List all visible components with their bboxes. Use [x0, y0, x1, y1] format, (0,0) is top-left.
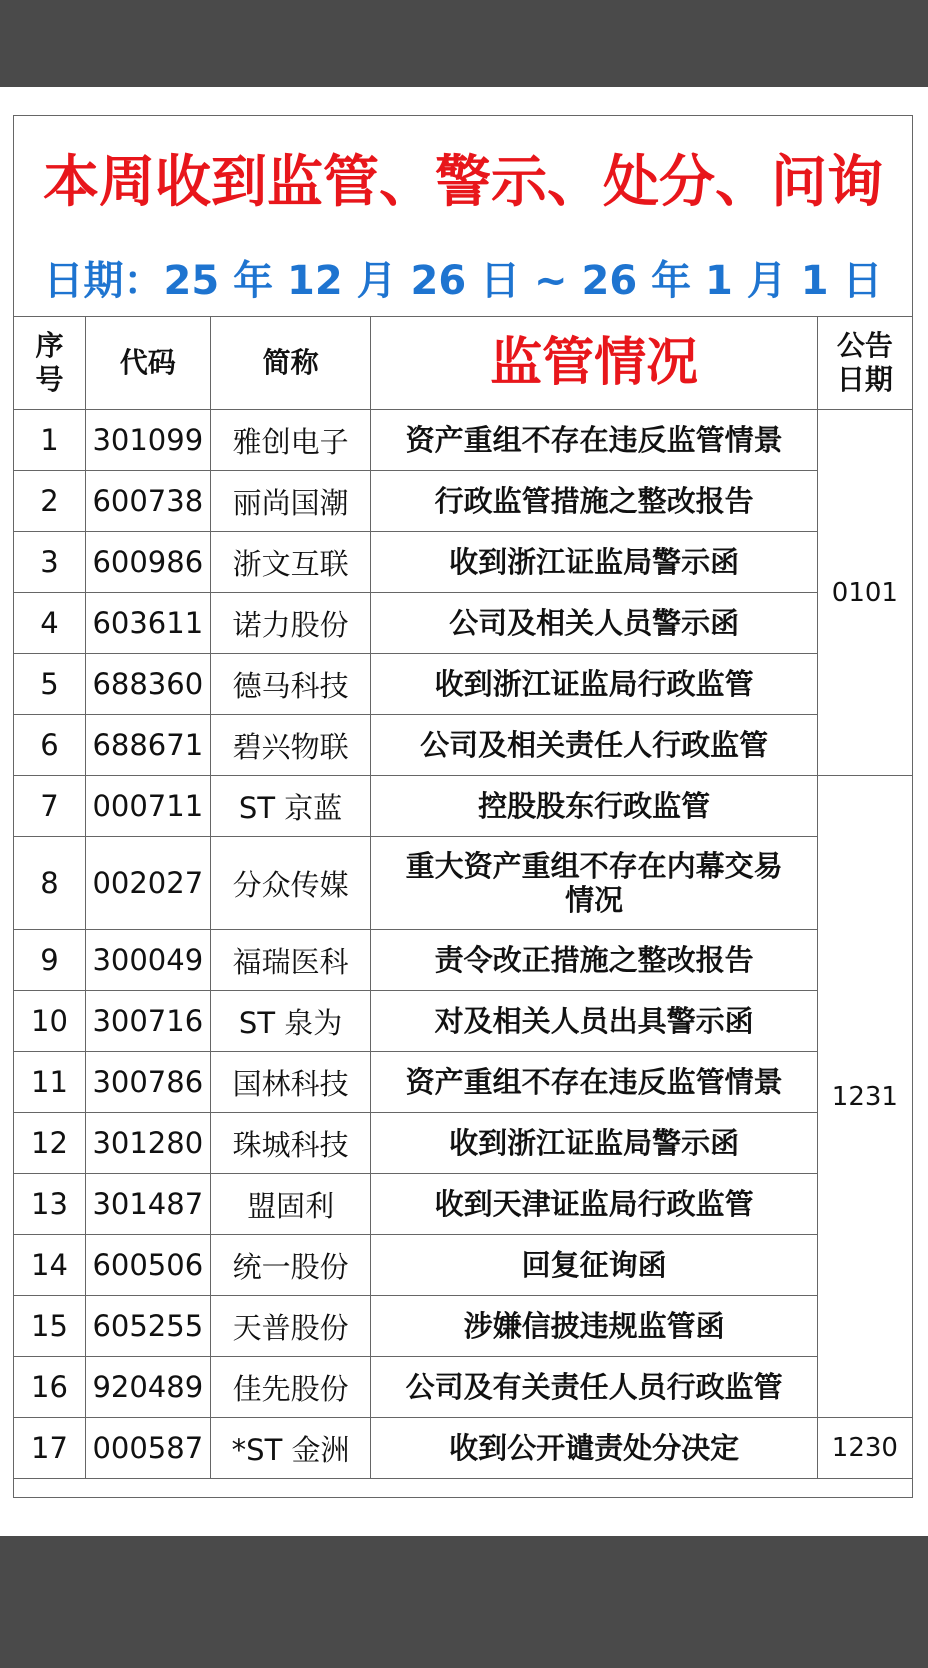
row-seq: 15 — [14, 1296, 86, 1357]
row-seq: 16 — [14, 1357, 86, 1418]
table-row — [14, 991, 913, 1052]
row-desc: 公司及相关人员警示函 — [371, 593, 817, 654]
row-desc: 涉嫌信披违规监管函 — [371, 1296, 817, 1357]
table-row — [14, 837, 913, 930]
table-row — [14, 1418, 913, 1479]
row-desc: 责令改正措施之整改报告 — [371, 930, 817, 991]
row-date: 0101 — [817, 410, 912, 776]
row-seq: 12 — [14, 1113, 86, 1174]
row-name: 国林科技 — [210, 1052, 371, 1113]
row-code: 600986 — [85, 532, 210, 593]
row-seq: 14 — [14, 1235, 86, 1296]
row-code: 600506 — [85, 1235, 210, 1296]
table-row — [14, 654, 913, 715]
row-code: 301487 — [85, 1174, 210, 1235]
row-desc: 资产重组不存在违反监管情景 — [371, 410, 817, 471]
row-seq: 4 — [14, 593, 86, 654]
row-code: 000711 — [85, 776, 210, 837]
row-desc: 行政监管措施之整改报告 — [371, 471, 817, 532]
row-code: 300049 — [85, 930, 210, 991]
row-desc: 收到浙江证监局行政监管 — [371, 654, 817, 715]
table-row — [14, 1174, 913, 1235]
row-name: ST 泉为 — [210, 991, 371, 1052]
row-desc: 公司及相关责任人行政监管 — [371, 715, 817, 776]
row-seq: 11 — [14, 1052, 86, 1113]
row-code: 301280 — [85, 1113, 210, 1174]
table-row — [14, 593, 913, 654]
header-date: 公告日期 — [817, 317, 912, 410]
row-desc: 回复征询函 — [371, 1235, 817, 1296]
row-desc: 收到公开谴责处分决定 — [371, 1418, 817, 1479]
announcement-card — [0, 87, 928, 1536]
row-desc: 对及相关人员出具警示函 — [371, 991, 817, 1052]
row-name: ST 京蓝 — [210, 776, 371, 837]
row-name: *ST 金洲 — [210, 1418, 371, 1479]
row-code: 603611 — [85, 593, 210, 654]
row-seq: 8 — [14, 837, 86, 930]
table-row — [14, 1235, 913, 1296]
table-row — [14, 471, 913, 532]
row-name: 福瑞医科 — [210, 930, 371, 991]
table-row — [14, 532, 913, 593]
row-code: 300786 — [85, 1052, 210, 1113]
row-name: 珠城科技 — [210, 1113, 371, 1174]
row-name: 碧兴物联 — [210, 715, 371, 776]
page-title: 本周收到监管、警示、处分、问询 — [43, 150, 883, 215]
row-name: 佳先股份 — [210, 1357, 371, 1418]
row-date: 1230 — [817, 1418, 912, 1479]
table-row — [14, 1113, 913, 1174]
row-code: 300716 — [85, 991, 210, 1052]
header-name: 简称 — [210, 317, 371, 410]
row-desc: 收到浙江证监局警示函 — [371, 1113, 817, 1174]
header-row — [14, 317, 913, 410]
row-seq: 6 — [14, 715, 86, 776]
row-name: 德马科技 — [210, 654, 371, 715]
row-seq: 5 — [14, 654, 86, 715]
row-code: 600738 — [85, 471, 210, 532]
table-row — [14, 715, 913, 776]
row-desc: 控股股东行政监管 — [371, 776, 817, 837]
row-seq: 3 — [14, 532, 86, 593]
row-code: 000587 — [85, 1418, 210, 1479]
row-seq: 17 — [14, 1418, 86, 1479]
supervision-table — [13, 316, 913, 1479]
header-desc: 监管情况 — [371, 317, 817, 410]
table-frame — [13, 115, 913, 1498]
table-row — [14, 1052, 913, 1113]
row-desc: 收到浙江证监局警示函 — [371, 532, 817, 593]
row-seq: 2 — [14, 471, 86, 532]
row-name: 统一股份 — [210, 1235, 371, 1296]
table-row — [14, 410, 913, 471]
row-code: 688671 — [85, 715, 210, 776]
row-code: 002027 — [85, 837, 210, 930]
row-name: 天普股份 — [210, 1296, 371, 1357]
header-seq: 序号 — [14, 317, 86, 410]
row-code: 688360 — [85, 654, 210, 715]
row-desc: 收到天津证监局行政监管 — [371, 1174, 817, 1235]
header-code: 代码 — [85, 317, 210, 410]
table-row — [14, 776, 913, 837]
row-code: 605255 — [85, 1296, 210, 1357]
table-row — [14, 930, 913, 991]
row-seq: 10 — [14, 991, 86, 1052]
row-code: 920489 — [85, 1357, 210, 1418]
table-row — [14, 1357, 913, 1418]
row-desc: 公司及有关责任人员行政监管 — [371, 1357, 817, 1418]
table-row — [14, 1296, 913, 1357]
row-name: 诺力股份 — [210, 593, 371, 654]
row-seq: 1 — [14, 410, 86, 471]
row-seq: 9 — [14, 930, 86, 991]
row-code: 301099 — [85, 410, 210, 471]
row-name: 盟固利 — [210, 1174, 371, 1235]
row-seq: 13 — [14, 1174, 86, 1235]
row-name: 雅创电子 — [210, 410, 371, 471]
row-desc: 重大资产重组不存在内幕交易情况 — [371, 837, 817, 930]
row-seq: 7 — [14, 776, 86, 837]
row-date: 1231 — [817, 776, 912, 1418]
date-range: 日期：25 年 12 月 26 日 ~ 26 年 1 月 1 日 — [43, 257, 883, 304]
row-name: 丽尚国潮 — [210, 471, 371, 532]
row-name: 浙文互联 — [210, 532, 371, 593]
row-name: 分众传媒 — [210, 837, 371, 930]
row-desc: 资产重组不存在违反监管情景 — [371, 1052, 817, 1113]
